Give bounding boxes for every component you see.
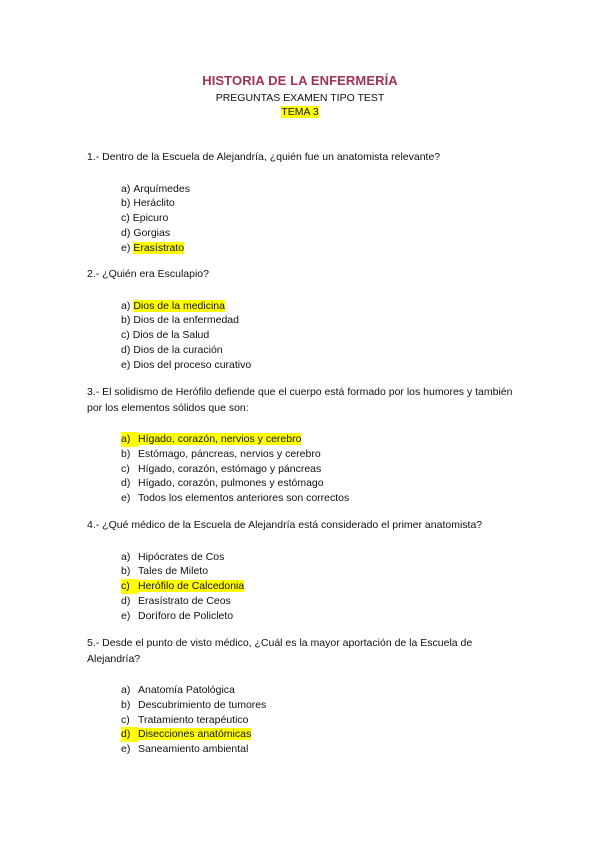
option-letter: e) [121, 492, 131, 505]
option-e [121, 491, 517, 506]
option-b [121, 698, 517, 713]
option-letter: d) [121, 727, 138, 742]
option-a [121, 550, 517, 565]
option-text: Todos los elementos anteriores son correctos [138, 492, 350, 505]
option-letter: e) [121, 609, 131, 622]
option-b [121, 313, 517, 328]
document-header [0, 72, 600, 119]
option-b [121, 447, 517, 462]
option-text: Erasístrato de Ceos [138, 594, 231, 607]
option-text: Tales de Mileto [138, 565, 209, 578]
option-e [121, 241, 517, 256]
option-c [121, 211, 517, 226]
question-1 [87, 150, 517, 255]
question-text: 5.- Desde el punto de visto médico, ¿Cuál es la mayor aportación de la Escuela de Alejandría? [87, 637, 473, 665]
option-c [121, 579, 517, 594]
option-letter: d) [121, 594, 131, 607]
option-c [121, 462, 517, 477]
option-text: Descubrimiento de tumores [138, 698, 267, 711]
option-text: Hígado, corazón, nervios y cerebro [138, 433, 302, 445]
option-letter: d) [121, 343, 131, 356]
option-letter: a) [121, 432, 138, 447]
option-text: Disecciones anatómicas [138, 728, 252, 741]
option-d [121, 594, 517, 609]
option-letter: c) [121, 713, 130, 726]
option-text: Hipócrates de Cos [138, 550, 225, 563]
option-text: Tratamiento terapéutico [138, 713, 249, 726]
option-letter: a) [121, 182, 131, 195]
option-text: Estómago, páncreas, nervios y cerebro [138, 447, 321, 460]
question-text: 3.- El solidismo de Herófilo defiende que el cuerpo está formado por los humores y también por los elementos sólidos que son: [87, 386, 513, 414]
option-text: Dios de la curación [133, 343, 223, 356]
option-text: Gorgias [133, 226, 171, 239]
option-c [121, 713, 517, 728]
option-a [121, 432, 517, 447]
option-letter: b) [121, 698, 131, 711]
option-letter: b) [121, 447, 131, 460]
document-subtitle: PREGUNTAS EXAMEN TIPO TEST [215, 92, 385, 104]
option-letter: d) [121, 226, 131, 239]
option-text: Epicuro [132, 212, 169, 225]
option-text: Dios de la enfermedad [133, 314, 239, 327]
option-a [121, 299, 517, 314]
option-text: Dios de la Salud [132, 329, 210, 342]
option-letter: a) [121, 550, 131, 563]
option-letter: c) [121, 579, 138, 594]
option-letter: c) [121, 212, 130, 225]
option-letter: e) [121, 743, 131, 756]
option-a [121, 683, 517, 698]
option-list [87, 550, 517, 624]
option-text: Doríforo de Policleto [138, 609, 234, 622]
option-d [121, 343, 517, 358]
option-text: Herófilo de Calcedonia [138, 580, 245, 593]
option-text: Dios del proceso curativo [133, 358, 252, 371]
option-text: Hígado, corazón, estómago y páncreas [138, 462, 322, 475]
option-a [121, 182, 517, 197]
document-title: HISTORIA DE LA ENFERMERÍA [202, 73, 398, 88]
option-text: Heráclito [133, 197, 175, 210]
question-2 [87, 267, 517, 372]
option-letter: e) [121, 241, 131, 254]
option-list [87, 299, 517, 373]
option-b [121, 564, 517, 579]
document-topic [0, 105, 600, 119]
option-text: Anatomía Patológica [138, 684, 235, 696]
option-text: Hígado, corazón, pulmones y estómago [138, 477, 324, 490]
option-text: Arquímedes [133, 182, 190, 195]
option-letter: c) [121, 329, 130, 342]
option-text: Dios de la medicina [133, 299, 225, 312]
option-list [87, 432, 517, 506]
option-text: Saneamiento ambiental [138, 743, 249, 756]
question-5 [87, 636, 517, 757]
option-list [87, 182, 517, 256]
option-letter: c) [121, 462, 130, 475]
option-d [121, 476, 517, 491]
option-e [121, 609, 517, 624]
option-d [121, 727, 517, 742]
question-text: 4.- ¿Qué médico de la Escuela de Alejandría está considerado el primer anatomista? [87, 519, 483, 531]
question-text: 2.- ¿Quién era Esculapio? [87, 268, 209, 280]
question-text: 1.- Dentro de la Escuela de Alejandría, ¿quién fue un anatomista relevante? [87, 151, 441, 163]
option-c [121, 328, 517, 343]
option-letter: b) [121, 565, 131, 578]
option-d [121, 226, 517, 241]
option-text: Erasístrato [133, 241, 185, 254]
option-list [87, 683, 517, 757]
option-e [121, 742, 517, 757]
option-letter: e) [121, 358, 131, 371]
option-letter: b) [121, 314, 131, 327]
option-b [121, 196, 517, 211]
topic-highlight: TEMA 3 [281, 106, 319, 118]
option-e [121, 358, 517, 373]
option-letter: b) [121, 197, 131, 210]
question-4 [87, 518, 517, 623]
option-letter: a) [121, 299, 131, 312]
question-3 [87, 385, 517, 506]
option-letter: d) [121, 477, 131, 490]
option-letter: a) [121, 684, 131, 696]
